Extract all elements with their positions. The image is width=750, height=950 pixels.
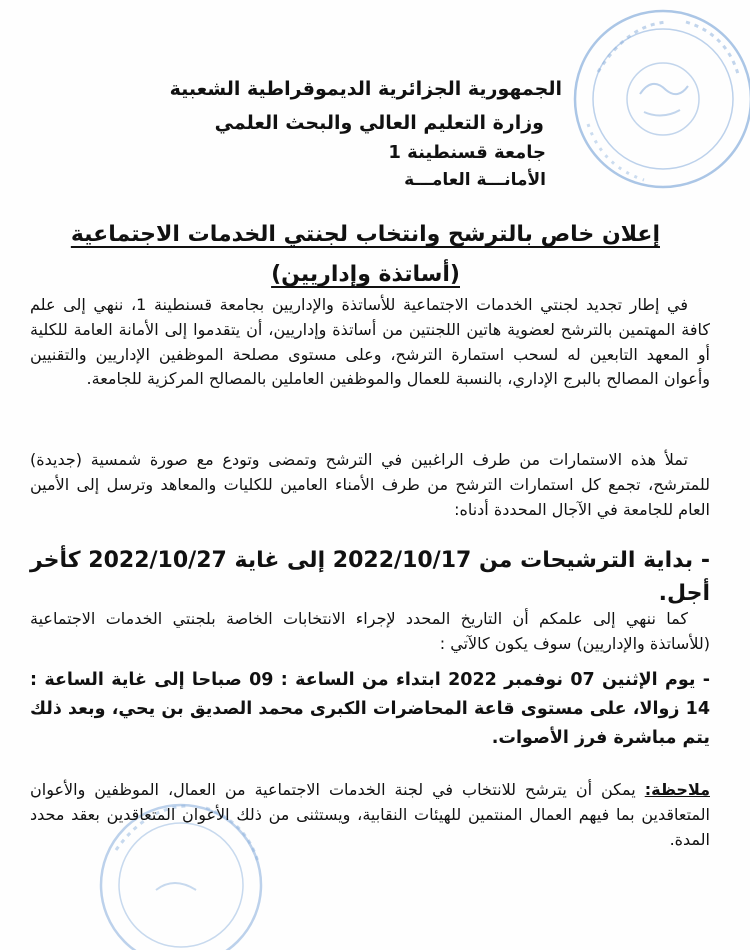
paragraph-forms-text: تملأ هذه الاستمارات من طرف الراغبين في الترشح وتمضى وتودع مع صورة شمسية (جديدة) للمترشح، تجمع كل استمارات الترشح من طرف الأمناء العامين للكليات والمعاهد وترسل إلى الأمين العام للجامعة في الآجال المحددة أدناه:: [30, 450, 710, 519]
announcement-subtitle: (أساتذة وإداريين): [271, 262, 460, 287]
announcement-title: إعلان خاص بالترشح وانتخاب لجنتي الخدمات الاجتماعية: [70, 222, 660, 247]
election-details: - يوم الإثنين 07 نوفمبر 2022 ابتداء من الساعة : 09 صباحا إلى غاية الساعة : 14 زوالا، على مستوى قاعة المحاضرات الكبرى محمد الصديق بن يحي، وبعد ذلك يتم مباشرة فرز الأصوات.: [30, 670, 711, 748]
official-stamp-top-right: [558, 0, 750, 204]
note: [30, 778, 710, 852]
header-country: الجمهورية الجزائرية الديموقراطية الشعبية: [169, 78, 562, 100]
deadline-line: - بداية الترشيحات من 2022/10/17 إلى غاية 2022/10/27 كأخر أجل.: [30, 548, 710, 606]
paragraph-intro-text: في إطار تجديد لجنتي الخدمات الاجتماعية للأساتذة والإداريين بجامعة قسنطينة 1، ننهي إلى علم كافة المهتمين بالترشح لعضوية هاتين اللجنتين من أساتذة وإداريين، أن يتقدموا إلى الأمانة العامة للكلية أو المعهد التابعين له لسحب استمارة الترشح، وعلى مستوى مصلحة الموظفين الإداريين والتقنيين وأعوان المصالح بالبرج الإداري، بالنسبة للعمال والموظفين العاملين بالمصالح المركزية للجامعة.: [30, 295, 710, 389]
paragraph-forms: [30, 448, 710, 522]
header-university: جامعة قسنطينة 1: [388, 142, 546, 163]
header-ministry: وزارة التعليم العالي والبحث العلمي: [214, 112, 544, 134]
paragraph-election-date: [30, 607, 710, 657]
paragraph-election-date-text: كما ننهي إلى علمكم أن التاريخ المحدد لإجراء الانتخابات الخاصة بلجنتي الخدمات الاجتماعية (للأساتذة والإداريين) سوف يكون كالآتي :: [30, 609, 710, 653]
note-label: ملاحظة:: [644, 780, 710, 799]
header-office: الأمانـــة العامـــة: [404, 170, 546, 190]
paragraph-intro: [30, 293, 710, 392]
note-text: يمكن أن يترشح للانتخاب في لجنة الخدمات الاجتماعية من العمال، الموظفين والأعوان المتعاقدين بما فيهم العمال المنتمين للهيئات النقابية، ويستثنى من ذلك الأعوان المتعاقدين بعقد محدد المدة.: [30, 780, 710, 849]
